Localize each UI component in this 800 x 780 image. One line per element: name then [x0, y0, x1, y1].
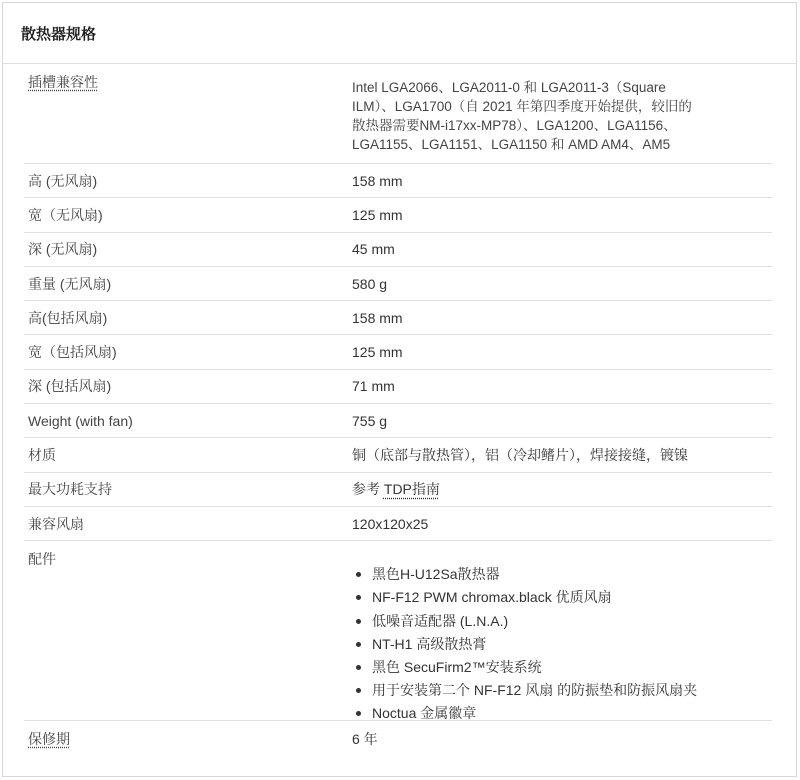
spec-value: 755 g — [352, 412, 388, 429]
accessory-text: NF-F12 PWM chromax.black 优质风扇 — [372, 589, 612, 606]
spec-row-depth-with-fan — [24, 370, 772, 404]
spec-label: 宽（包括风扇) — [28, 344, 117, 361]
spec-value — [352, 541, 772, 720]
spec-label: 重量 (无风扇) — [28, 275, 112, 292]
spec-value: 120x120x25 — [352, 515, 429, 532]
accessory-text: 黑色H-U12Sa散热器 — [372, 566, 500, 583]
spec-row-socket-compat — [24, 64, 772, 164]
spec-label: 配件 — [28, 551, 56, 568]
spec-label: 最大功耗支持 — [28, 481, 112, 498]
spec-row-accessories — [24, 541, 772, 721]
compat-line: 散热器需要NM-i17xx-MP78）、LGA1200、LGA1156、 — [352, 118, 677, 133]
accessory-text: 低噪音适配器 (L.N.A.) — [372, 612, 509, 629]
tdp-prefix: 参考 — [352, 481, 384, 498]
spec-label: 高(包括风扇) — [28, 309, 108, 326]
list-item — [352, 610, 772, 633]
spec-label: 深 (包括风扇) — [28, 378, 112, 395]
spec-row-height-with-fan — [24, 301, 772, 335]
spec-value: 125 mm — [352, 344, 403, 361]
spec-value: 158 mm — [352, 309, 403, 326]
bullet-icon — [356, 711, 361, 716]
spec-value: 45 mm — [352, 241, 395, 258]
compat-line: ILM）、LGA1700（自 2021 年第四季度开始提供，较旧的 — [352, 99, 692, 114]
spec-table — [24, 64, 772, 757]
list-item — [352, 656, 772, 679]
accessory-text: 黑色 SecuFirm2™安装系统 — [372, 659, 542, 676]
spec-label: 宽（无风扇) — [28, 206, 103, 223]
bullet-icon — [356, 642, 361, 647]
spec-row-depth-no-fan — [24, 233, 772, 267]
spec-value: 125 mm — [352, 206, 403, 223]
spec-label: Weight (with fan) — [28, 412, 133, 429]
bullet-icon — [356, 688, 361, 693]
accessory-list — [352, 563, 772, 725]
spec-value — [352, 64, 772, 163]
spec-label[interactable]: 插槽兼容性 — [28, 74, 98, 90]
spec-row-weight-no-fan — [24, 267, 772, 301]
spec-label: 材质 — [28, 447, 56, 464]
spec-value: 71 mm — [352, 378, 395, 395]
spec-label[interactable]: 保修期 — [28, 731, 70, 748]
bullet-icon — [356, 665, 361, 670]
spec-row-height-no-fan — [24, 164, 772, 198]
panel-title: 散热器规格 — [3, 3, 796, 64]
spec-row-width-no-fan — [24, 198, 772, 232]
spec-value: 580 g — [352, 275, 388, 292]
spec-label: 深 (无风扇) — [28, 241, 98, 258]
spec-row-max-tdp — [24, 473, 772, 507]
spec-row-warranty — [24, 721, 772, 757]
bullet-icon — [356, 595, 361, 600]
spec-row-weight-with-fan — [24, 404, 772, 438]
list-item — [352, 679, 772, 702]
accessory-text: Noctua 金属徽章 — [372, 705, 477, 722]
bullet-icon — [356, 572, 361, 577]
accessory-text: 用于安装第二个 NF-F12 风扇 的防振垫和防振风扇夹 — [372, 682, 698, 699]
list-item — [352, 563, 772, 586]
compat-line: LGA1155、LGA1151、LGA1150 和 AMD AM4、AM5 — [352, 137, 671, 152]
spec-value: 铜（底部与散热管），铝（冷却鳍片），焊接接缝，镀镍 — [352, 447, 688, 464]
list-item — [352, 702, 772, 725]
spec-row-material — [24, 438, 772, 472]
spec-label: 高 (无风扇) — [28, 172, 98, 189]
spec-value: 158 mm — [352, 172, 403, 189]
compat-line: Intel LGA2066、LGA2011-0 和 LGA2011-3（Square — [352, 80, 666, 95]
list-item — [352, 633, 772, 656]
bullet-icon — [356, 619, 361, 624]
spec-label: 兼容风扇 — [28, 515, 84, 532]
spec-value — [352, 479, 772, 499]
spec-value: 6 年 — [352, 731, 378, 748]
list-item — [352, 586, 772, 609]
tdp-guide-link[interactable]: TDP指南 — [383, 481, 440, 498]
spec-row-compatible-fan — [24, 507, 772, 541]
spec-row-width-with-fan — [24, 335, 772, 369]
accessory-text: NT-H1 高级散热膏 — [372, 635, 487, 652]
